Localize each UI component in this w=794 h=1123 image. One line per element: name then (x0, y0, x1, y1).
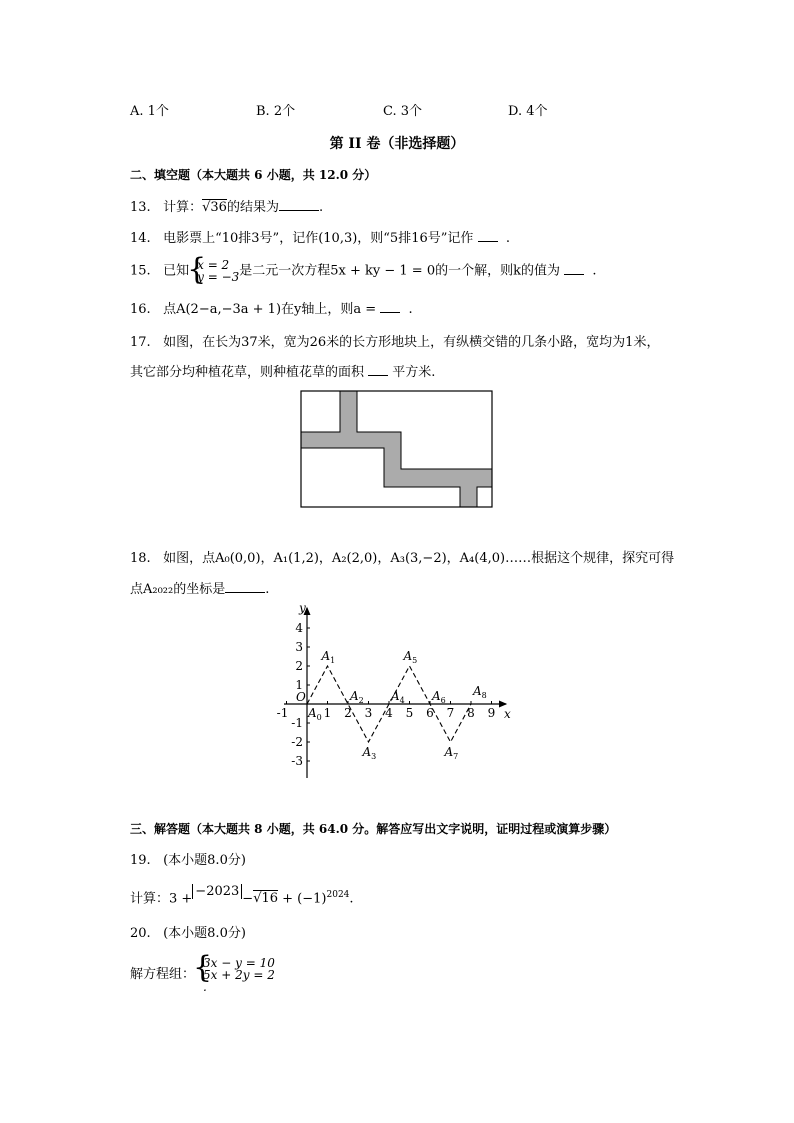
question-number: 14. (130, 231, 151, 246)
answer-blank (478, 241, 498, 242)
x-tick-label: 5 (405, 706, 414, 720)
period: . (592, 263, 597, 279)
question-19-expression (130, 886, 354, 908)
x-tick-label: 3 (364, 706, 373, 720)
equation-line: 5x + 2y = 2 . (203, 968, 275, 994)
sqrt-expr: √36 (202, 200, 227, 215)
point-label: $A_5$ (403, 649, 418, 665)
answer-blank (380, 312, 400, 313)
exponent: 2024 (326, 890, 350, 900)
x-tick-label: 1 (323, 706, 332, 720)
question-text: 计算： (163, 200, 203, 215)
x-tick-label: -1 (276, 706, 289, 720)
absolute-value: −2023 (192, 884, 242, 899)
x-tick-label: 4 (385, 706, 393, 720)
road-path (301, 391, 492, 507)
period: . (349, 891, 354, 907)
section3-header: 三、解答题（本大题共 8 小题，共 64.0 分。解答应写出文字说明，证明过程或演算步骤） (130, 822, 617, 836)
y-tick-label: -1 (291, 716, 303, 730)
point-label: $A_3$ (362, 745, 377, 761)
question-text: 的结果为 (226, 200, 279, 215)
expr-part: + (−1) (282, 891, 327, 907)
sqrt-expr: √16 (253, 891, 279, 907)
question-number: 13. (130, 200, 151, 215)
choice-a: A. 1个 (130, 104, 169, 119)
expr-part: − (242, 891, 254, 907)
question-score: (本小题8.0分) (163, 926, 246, 941)
question-17-line1 (130, 334, 659, 352)
question-18-line2 (130, 581, 269, 599)
y-axis-label: y (299, 601, 306, 615)
question-text: 点A(2−a,−3a + 1)在y轴上，则a = (163, 302, 377, 317)
answer-blank (564, 274, 584, 275)
question-text: 如图，点A₀(0,0)，A₁(1,2)，A₂(2,0)，A₃(3,−2)，A₄(4,0)……根据这个规律，探究可得 (163, 551, 675, 566)
question-20-system (130, 957, 275, 993)
point-label: $A_1$ (321, 649, 336, 665)
choice-c: C. 3个 (383, 104, 423, 119)
part-title: 第 II 卷（非选择题） (329, 136, 465, 152)
answer-blank (368, 375, 388, 376)
question-text: 平方米. (392, 365, 436, 380)
expr-part: 计算：3 + (130, 891, 193, 907)
question-number: 16. (130, 302, 151, 317)
equation-system (189, 259, 239, 283)
question-20-header (130, 925, 246, 943)
equation-line: { x = 2 (197, 258, 230, 272)
equation-line: { 3x − y = 10 (203, 956, 275, 970)
question-text: 是二元一次方程5x + ky − 1 = 0的一个解，则k的值为 (239, 263, 560, 279)
y-tick-label: -3 (291, 754, 303, 768)
point-label: $A_0$ (308, 706, 322, 722)
point-label: $A_2$ (350, 689, 364, 705)
question-text: 电影票上“10排3号”，记作(10,3)，则“5排16号”记作 (163, 231, 474, 246)
question-14 (130, 230, 510, 248)
question-score: (本小题8.0分) (163, 853, 246, 868)
question-16 (130, 301, 413, 319)
answer-blank (225, 592, 265, 593)
x-tick-label: 6 (426, 706, 434, 720)
question-number: 17. (130, 335, 151, 350)
period: . (505, 231, 510, 246)
question-number: 19. (130, 853, 151, 868)
question-text: 点A₂₀₂₂的坐标是 (130, 582, 226, 597)
question-19-header (130, 852, 246, 870)
answer-blank (279, 210, 319, 211)
y-tick-label: -2 (291, 735, 303, 749)
equation-system (195, 957, 275, 993)
x-tick-label: 2 (344, 706, 352, 720)
x-axis-label: x (504, 707, 511, 721)
x-tick-label: 7 (446, 706, 455, 720)
origin-label: O (296, 690, 306, 704)
question-text: 解方程组： (130, 967, 196, 982)
question-text: 已知 (163, 263, 190, 279)
question-13: 13. 计算：√36的结果为 . (130, 200, 324, 215)
choice-d: D. 4个 (508, 104, 548, 119)
point-label: $A_7$ (444, 745, 459, 761)
question-number: 15. (130, 263, 151, 279)
period: . (408, 302, 413, 317)
question-text: 其它部分均种植花草，则种植花草的面积 (130, 365, 365, 380)
question-15 (130, 259, 597, 283)
point-label: $A_6$ (432, 689, 446, 705)
period: . (265, 582, 270, 597)
question-18-line1 (130, 550, 674, 568)
question-17-line2 (130, 364, 435, 382)
x-tick-label: 9 (487, 706, 496, 720)
question-text: 如图，在长为37米，宽为26米的长方形地块上，有纵横交错的几条小路，宽均为1米， (163, 335, 660, 350)
point-label: $A_4$ (391, 689, 405, 705)
question-number: 18. (130, 551, 151, 566)
choice-b: B. 2个 (256, 104, 296, 119)
section2-header: 二、填空题（本大题共 6 小题，共 12.0 分） (130, 168, 377, 182)
y-tick-label: 2 (295, 659, 303, 673)
y-tick-label: 3 (295, 640, 303, 654)
y-tick-label: 4 (295, 621, 303, 635)
equation-line: y = −3 (197, 270, 240, 284)
garden-road-figure (300, 390, 494, 510)
question-number: 20. (130, 926, 151, 941)
point-label: $A_8$ (473, 684, 487, 700)
zigzag-coordinate-graph (270, 598, 530, 783)
y-tick-label: 1 (295, 678, 303, 692)
x-tick-label: 8 (467, 706, 475, 720)
